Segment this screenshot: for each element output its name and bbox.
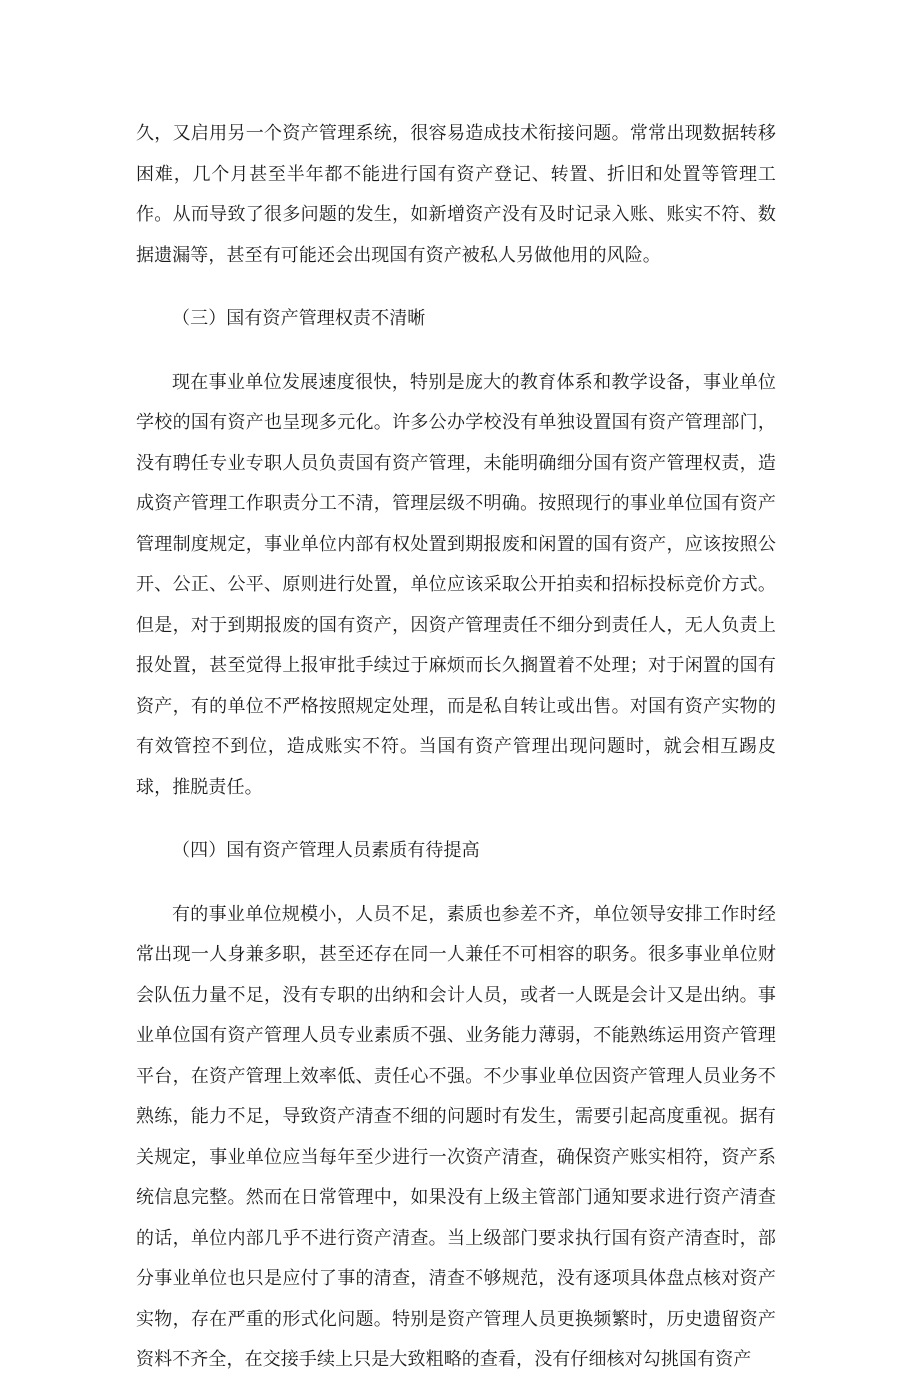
paragraph-gap [136,340,776,363]
section-heading-3: （三）国有资产管理权责不清晰 [172,308,426,329]
paragraph-gap [136,808,776,831]
document-body [136,114,776,1381]
paragraph-staff-quality: 有的事业单位规模小，人员不足，素质也参差不齐，单位领导安排工作时经常出现一人身兼多职，甚至还存在同一人兼任不可相容的职务。很多事业单位财会队伍力量不足，没有专职的出纳和会计人员，或者一人既是会计又是出纳。事业单位国有资产管理人员专业素质不强、业务能力薄弱，不能熟练运用资产管理平台，在资产管理上效率低、责任心不强。不少事业单位因资产管理人员业务不熟练，能力不足，导致资产清查不细的问题时有发生，需要引起高度重视。据有关规定，事业单位应当每年至少进行一次资产清查，确保资产账实相符，资产系统信息完整。然而在日常管理中，如果没有上级主管部门通知要求进行资产清查的话，单位内部几乎不进行资产清查。当上级部门要求执行国有资产清查时，部分事业单位也只是应付了事的清查，清查不够规范，没有逐项具体盘点核对资产实物，存在严重的形式化问题。特别是资产管理人员更换频繁时，历史遗留资产资料不齐全，在交接手续上只是大致粗略的查看，没有仔细核对勾挑国有资产 [136,903,776,1370]
paragraph-system-transition: 久，又启用另一个资产管理系统，很容易造成技术衔接问题。常常出现数据转移困难，几个月甚至半年都不能进行国有资产登记、转置、折旧和处置等管理工作。从而导致了很多问题的发生，如新增资产没有及时记录入账、账实不符、数据遗漏等，甚至有可能还会出现国有资产被私人另做他用的风险。 [136,123,776,266]
section-heading-4: （四）国有资产管理人员素质有待提高 [172,840,480,861]
paragraph-responsibility: 现在事业单位发展速度很快，特别是庞大的教育体系和教学设备，事业单位学校的国有资产也呈现多元化。许多公办学校没有单独设置国有资产管理部门，没有聘任专业专职人员负责国有资产管理，未能明确细分国有资产管理权责，造成资产管理工作职责分工不清，管理层级不明确。按照现行的事业单位国有资产管理制度规定，事业单位内部有权处置到期报废和闲置的国有资产，应该按照公开、公正、公平、原则进行处置，单位应该采取公开拍卖和招标投标竞价方式。但是，对于到期报废的国有资产，因资产管理责任不细分到责任人，无人负责上报处置，甚至觉得上报审批手续过于麻烦而长久搁置着不处理；对于闲置的国有资产，有的单位不严格按照规定处理，而是私自转让或出售。对国有资产实物的有效管控不到位，造成账实不符。当国有资产管理出现问题时，就会相互踢皮球，推脱责任。 [136,371,776,798]
paragraph-gap [136,276,776,299]
paragraph-gap [136,872,776,895]
